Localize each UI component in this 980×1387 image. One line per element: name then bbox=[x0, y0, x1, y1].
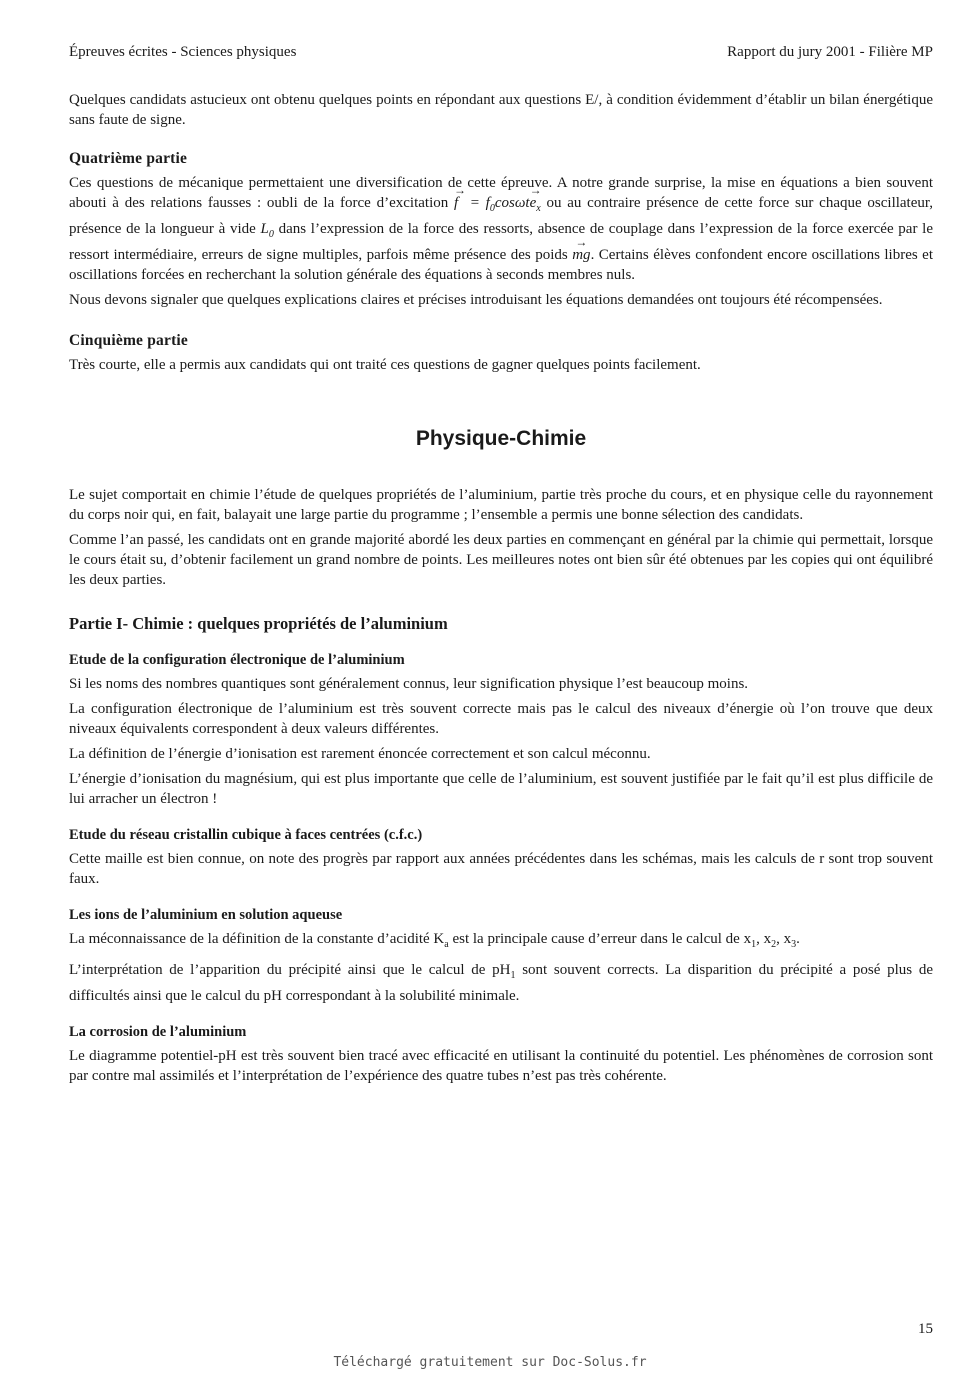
sub3-paragraph-2: L’interprétation de l’apparition du précipité ainsi que le calcul de $pH_1$ sont souvent corrects. La disparition du précipité a posé plus de difficultés ainsi que le calcul du pH correspondant à la solubilité minimale. bbox=[69, 962, 934, 1004]
section-paragraph-1: Le sujet comportait en chimie l’étude de quelques propriétés de l’aluminium, partie très proche du cours, et en physique celle du rayonnement du corps noir qui, en fait, balayait une large partie du programme ; l’ensemble a permis une bonne sélection des candidats. bbox=[69, 487, 933, 523]
sub1-paragraph-4: L’énergie d’ionisation du magnésium, qui est plus importante que celle de l’aluminium, est souvent justifiée par le fait qu’il est plus difficile de lui arracher un électron ! bbox=[69, 771, 933, 807]
force-formula: → $f = f_0\cos\omega t\to e_x$ bbox=[454, 195, 541, 211]
part4-heading: Quatrième partie bbox=[69, 150, 188, 167]
document-body bbox=[69, 90, 933, 1091]
partI-heading: Partie I- Chimie : quelques propriétés de l’aluminium bbox=[69, 614, 448, 633]
section-paragraph-2: Comme l’an passé, les candidats ont en grande majorité abordé les deux parties en commençant en général par la chimie qui permettait, lorsque le cours était su, d’obtenir facilement un grand nombre de points. Les meilleures notes ont bien sûr été obtenues par les copies qui ont équilibré les deux parties. bbox=[69, 532, 933, 588]
page-number: 15 bbox=[918, 1321, 933, 1337]
part4-paragraph-2: Nous devons signaler que quelques explications claires et précises introduisant les équations demandées ont toujours été récompensées. bbox=[69, 292, 883, 308]
sub3-paragraph-1: La méconnaissance de la définition de la constante d’acidité $K_a$ est la principale cause d’erreur dans le calcul de $x_1$, $x_2$, $x_3$. bbox=[69, 931, 800, 950]
sub4-heading: La corrosion de l’aluminium bbox=[69, 1024, 247, 1040]
part5-heading: Cinquième partie bbox=[69, 332, 189, 349]
part5-paragraph: Très courte, elle a permis aux candidats qui ont traité ces questions de gagner quelques points facilement. bbox=[69, 357, 701, 373]
sub4-paragraph-1: Le diagramme potentiel-pH est très souvent bien tracé avec efficacité en utilisant la continuité du potentiel. Les phénomènes de corrosion sont par contre mal assimilés et l’interprétation de l’expérience des quatre tubes n’est pas très cohérente. bbox=[69, 1048, 933, 1084]
sub1-paragraph-2: La configuration électronique de l’aluminium est très souvent correcte mais pas le calcul des niveaux d’énergie où l’on trouve que deux niveaux équivalents correspondent à deux valeurs différentes. bbox=[69, 701, 933, 737]
sub3-heading: Les ions de l’aluminium en solution aqueuse bbox=[69, 907, 343, 923]
rest-length-symbol: $L_0$ bbox=[260, 221, 274, 240]
sub2-heading: Etude du réseau cristallin cubique à faces centrées (c.f.c.) bbox=[69, 827, 423, 843]
intro-paragraph: Quelques candidats astucieux ont obtenu quelques points en répondant aux questions E/, à condition évidemment d’établir un bilan énergétique sans faute de signe. bbox=[69, 92, 933, 128]
sub1-heading: Etude de la configuration électronique de l’aluminium bbox=[69, 652, 405, 668]
part4-paragraph-1: Ces questions de mécanique permettaient une diversification de cette épreuve. A notre grande surprise, la mise en équations a bien souvent abouti à des relations fausses : oubli de la force d’excitation → $f = f_0\cos\omega t\to e_x$ ou au contraire présence de cette force sur chaque oscillateur, présence de la longueur à vide $L_0$ dans l’expression de la force des ressorts, absence de couplage dans l’expression de la force exercée par le ressort intermédiaire, erreurs de signe multiples, parfois même présence des poids → mg. Certains élèves confondent encore oscillations libres et oscillations forcées en recherchant la solution générale des équations à seconds membres nuls. bbox=[69, 173, 933, 285]
sub2-paragraph-1: Cette maille est bien connue, on note des progrès par rapport aux années précédentes dans les schémas, mais les calculs de r sont trop souvent faux. bbox=[69, 851, 933, 887]
section-title: Physique-Chimie bbox=[415, 427, 587, 450]
download-footer: Téléchargé gratuitement sur Doc-Solus.fr bbox=[333, 1355, 647, 1370]
sub1-paragraph-1: Si les noms des nombres quantiques sont généralement connus, leur signification physique l’est beaucoup moins. bbox=[69, 676, 749, 692]
running-header-left: Épreuves écrites - Sciences physiques bbox=[69, 44, 297, 60]
running-header-right: Rapport du jury 2001 - Filière MP bbox=[727, 44, 933, 60]
sub1-paragraph-3: La définition de l’énergie d’ionisation est rarement énoncée correctement et son calcul méconnu. bbox=[69, 746, 651, 762]
weight-symbol: → mg bbox=[572, 247, 590, 263]
